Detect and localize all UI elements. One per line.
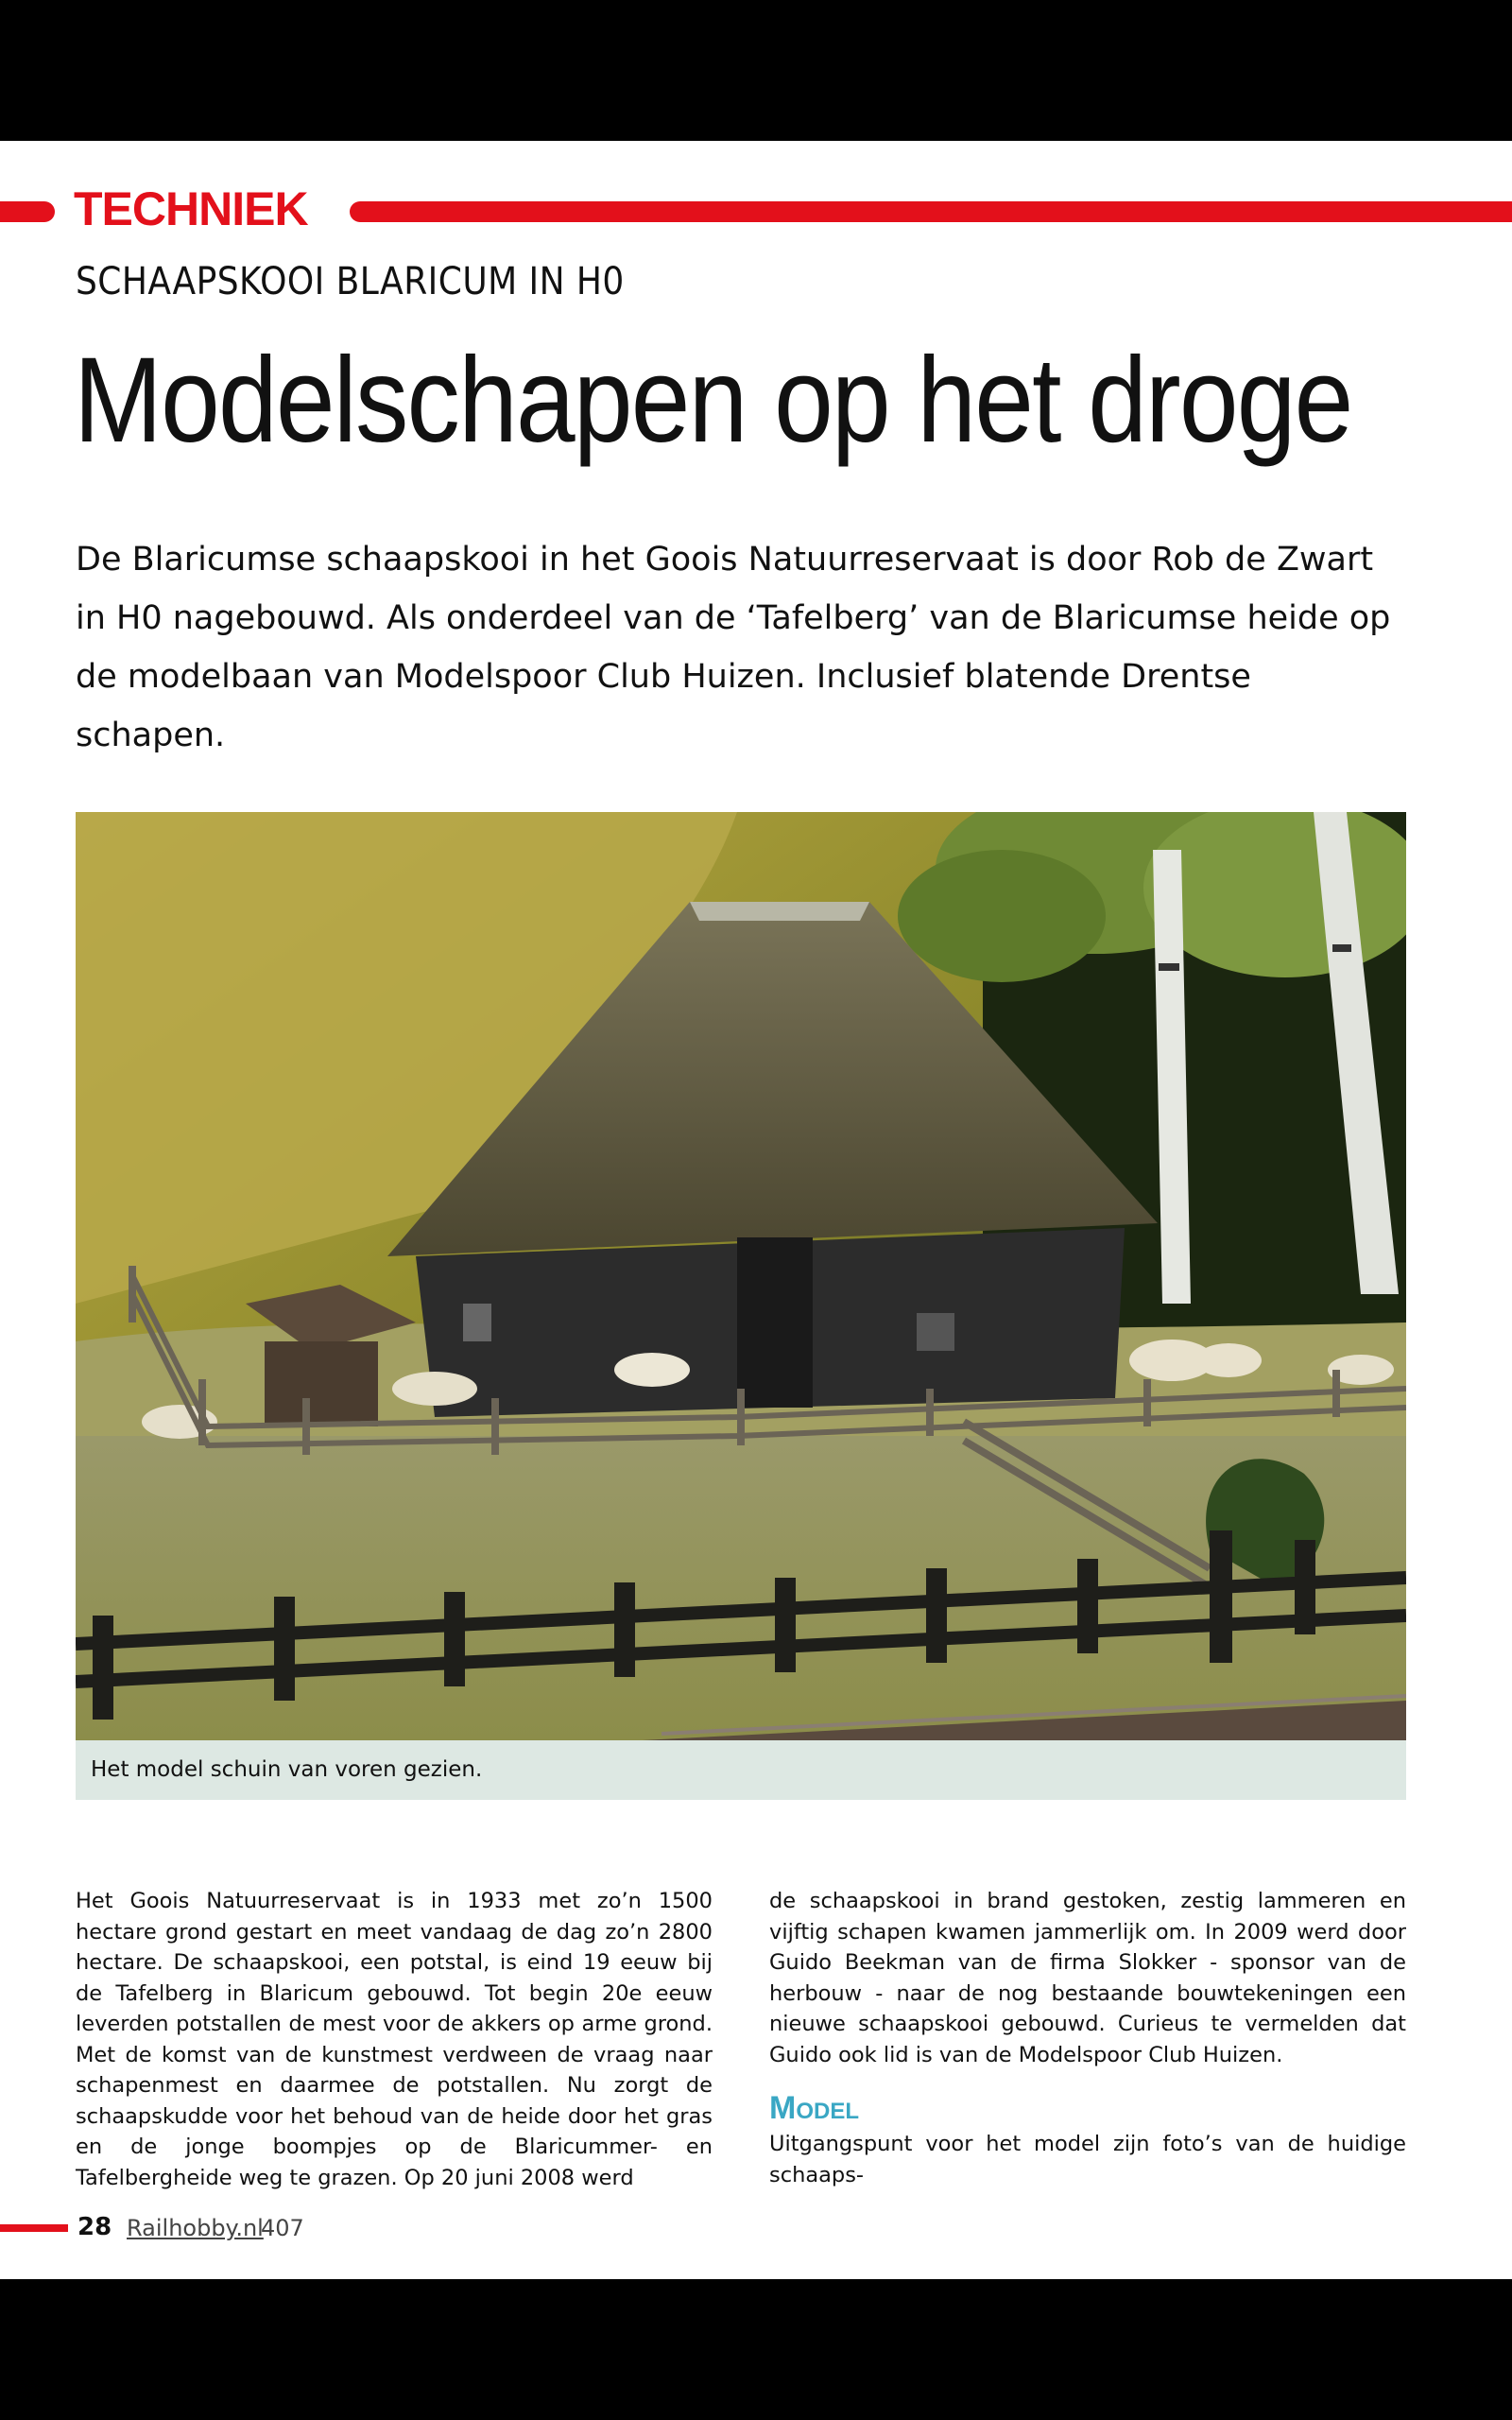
- page-footer: [0, 2209, 1512, 2247]
- article-kicker: SCHAAPSKOOI BLARICUM IN H0: [76, 260, 625, 303]
- section-header: [0, 181, 1512, 237]
- footer-bar: [0, 2224, 68, 2232]
- body-column-left: [76, 1886, 713, 2193]
- site-link[interactable]: Railhobby.nl: [127, 2215, 264, 2241]
- issue-number: 407: [261, 2215, 304, 2241]
- body-column-right: [769, 1886, 1406, 2190]
- sheepfold-model-image: [76, 812, 1406, 1740]
- section-bar-right: [350, 201, 1512, 222]
- magazine-page: [0, 141, 1512, 2279]
- photo-caption: [76, 1740, 1406, 1800]
- page-number: 28: [77, 2213, 112, 2241]
- article-lead: De Blaricumse schaapskooi in het Goois Natuurreservaat is door Rob de Zwart in H0 nagebouwd. Als onderdeel van de ‘Tafelberg’ van de Blaricumse heide op de modelbaan van Modelspoor Club Huizen. Inclusief blatende Drentse schapen.: [76, 541, 1391, 754]
- subheading-model: Model: [769, 2090, 859, 2126]
- body-paragraph: de schaapskooi in brand gestoken, zestig lammeren en vijftig schapen kwamen jammerlijk om. In 2009 werd door Guido Beekman van de firma Slokker - sponsor van de herbouw - naar de nog bestaande bouwtekeningen een nieuwe schaapskooi gebouwd. Curieus te vermelden dat Guido ook lid is van de Modelspoor Club Huizen.: [769, 1889, 1406, 2067]
- body-paragraph-continued: Uitgangspunt voor het model zijn foto’s van de huidige schaaps-: [769, 2132, 1406, 2187]
- section-label: TECHNIEK: [74, 182, 308, 235]
- article-photo: [76, 812, 1406, 1740]
- caption-text: Het model schuin van voren gezien.: [91, 1757, 483, 1782]
- section-bar-left: [0, 201, 55, 222]
- article-title: Modelschapen op het droge: [74, 333, 1352, 468]
- body-paragraph: Het Goois Natuurreservaat is in 1933 met zo’n 1500 hectare grond gestart en meet vandaag de dag zo’n 2800 hectare. De schaapskooi, een potstal, is eind 19 eeuw bij de Tafelberg in Blaricum gebouwd. Tot begin 20e eeuw leverden potstallen de mest voor de akkers op arme grond. Met de komst van de kunstmest verdween de vraag naar schapenmest en daarmee de potstallen. Nu zorgt de schaapskudde voor het behoud van de heide door het gras en de jonge boompjes op de Blaricummer- en Tafelbergheide weg te grazen. Op 20 juni 2008 werd: [76, 1889, 713, 2190]
